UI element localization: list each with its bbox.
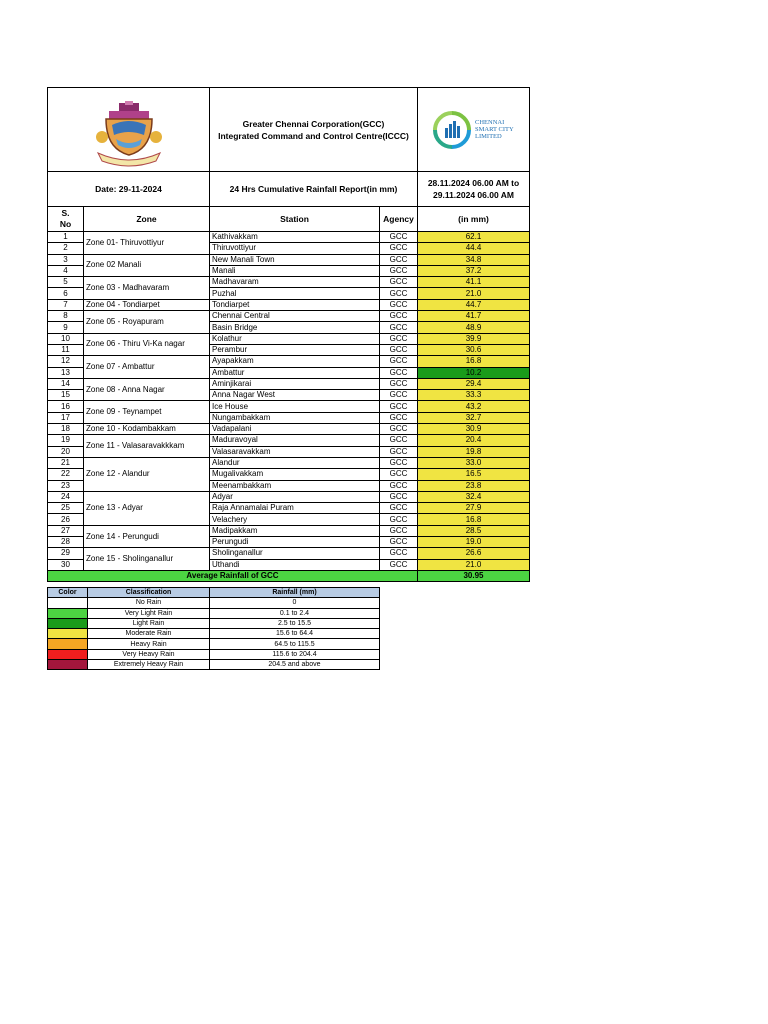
- table-row: [48, 232, 530, 243]
- station-cell: Madhavaram: [210, 277, 380, 288]
- legend-col-color: Color: [48, 588, 88, 598]
- agency-cell: GCC: [380, 457, 418, 468]
- station-cell: Sholinganallur: [210, 548, 380, 559]
- table-row: [48, 435, 530, 446]
- agency-cell: GCC: [380, 446, 418, 457]
- table-row: [48, 311, 530, 322]
- station-cell: Adyar: [210, 491, 380, 502]
- value-cell: 30.9: [418, 424, 530, 435]
- legend-classification: Heavy Rain: [88, 639, 210, 649]
- value-cell: 20.4: [418, 435, 530, 446]
- org-line-2: Integrated Command and Control Centre(ICCC): [218, 130, 409, 141]
- sno-cell: 29: [48, 548, 84, 559]
- station-cell: Meenambakkam: [210, 480, 380, 491]
- legend-rainfall: 115.6 to 204.4: [210, 649, 380, 659]
- sno-cell: 17: [48, 412, 84, 423]
- zone-cell: Zone 03 - Madhavaram: [84, 277, 210, 300]
- header-row: [48, 88, 530, 172]
- agency-cell: GCC: [380, 367, 418, 378]
- legend-row: [48, 639, 380, 649]
- zone-cell: Zone 07 - Ambattur: [84, 356, 210, 379]
- sno-cell: 30: [48, 559, 84, 570]
- legend-color-swatch: [48, 608, 88, 618]
- value-cell: 30.6: [418, 344, 530, 355]
- station-cell: Basin Bridge: [210, 322, 380, 333]
- legend-color-swatch: [48, 649, 88, 659]
- station-cell: Kolathur: [210, 333, 380, 344]
- value-cell: 43.2: [418, 401, 530, 412]
- sno-cell: 1: [48, 232, 84, 243]
- station-cell: Raja Annamalai Puram: [210, 503, 380, 514]
- station-cell: Manali: [210, 265, 380, 276]
- col-sno-line-1: S.: [61, 208, 70, 218]
- sno-cell: 22: [48, 469, 84, 480]
- agency-cell: GCC: [380, 299, 418, 310]
- zone-cell: Zone 05 - Royapuram: [84, 311, 210, 334]
- agency-cell: GCC: [380, 424, 418, 435]
- agency-cell: GCC: [380, 390, 418, 401]
- zone-cell: Zone 08 - Anna Nagar: [84, 378, 210, 401]
- table-row: [48, 457, 530, 468]
- legend-rainfall: 15.6 to 64.4: [210, 629, 380, 639]
- sno-cell: 19: [48, 435, 84, 446]
- agency-cell: GCC: [380, 277, 418, 288]
- station-cell: Maduravoyal: [210, 435, 380, 446]
- table-row: [48, 525, 530, 536]
- sno-cell: 28: [48, 537, 84, 548]
- zone-cell: Zone 02 Manali: [84, 254, 210, 277]
- station-cell: Ayapakkam: [210, 356, 380, 367]
- smart-city-logo-text: CHENNAI SMART CITY LIMITED: [475, 119, 514, 140]
- station-cell: Madipakkam: [210, 525, 380, 536]
- value-cell: 26.6: [418, 548, 530, 559]
- sno-cell: 10: [48, 333, 84, 344]
- sno-cell: 5: [48, 277, 84, 288]
- legend-rainfall: 64.5 to 115.5: [210, 639, 380, 649]
- zone-cell: Zone 10 - Kodambakkam: [84, 424, 210, 435]
- agency-cell: GCC: [380, 435, 418, 446]
- col-agency: Agency: [380, 207, 418, 232]
- agency-cell: GCC: [380, 469, 418, 480]
- station-cell: Puzhal: [210, 288, 380, 299]
- value-cell: 10.2: [418, 367, 530, 378]
- sno-cell: 23: [48, 480, 84, 491]
- sno-cell: 4: [48, 265, 84, 276]
- agency-cell: GCC: [380, 503, 418, 514]
- value-cell: 16.5: [418, 469, 530, 480]
- legend-color-swatch: [48, 660, 88, 670]
- agency-cell: GCC: [380, 344, 418, 355]
- sno-cell: 12: [48, 356, 84, 367]
- legend-col-classification: Classification: [88, 588, 210, 598]
- value-cell: 33.3: [418, 390, 530, 401]
- agency-cell: GCC: [380, 243, 418, 254]
- legend-classification: Extremely Heavy Rain: [88, 660, 210, 670]
- legend-table: [47, 587, 380, 670]
- col-sno: [48, 207, 84, 232]
- org-title-cell: [210, 88, 418, 172]
- legend-rainfall: 2.5 to 15.5: [210, 618, 380, 628]
- value-cell: 62.1: [418, 232, 530, 243]
- value-cell: 19.8: [418, 446, 530, 457]
- sno-cell: 2: [48, 243, 84, 254]
- rainfall-report-table: [47, 87, 530, 582]
- report-title: 24 Hrs Cumulative Rainfall Report(in mm): [210, 172, 418, 207]
- agency-cell: GCC: [380, 559, 418, 570]
- gcc-emblem-cell: [48, 88, 210, 172]
- zone-cell: Zone 04 - Tondiarpet: [84, 299, 210, 310]
- legend-color-swatch: [48, 618, 88, 628]
- sno-cell: 24: [48, 491, 84, 502]
- legend-header-row: [48, 588, 380, 598]
- period-line-2: 29.11.2024 06.00 AM: [433, 190, 514, 200]
- zone-cell: Zone 15 - Sholinganallur: [84, 548, 210, 571]
- sno-cell: 20: [48, 446, 84, 457]
- sno-cell: 11: [48, 344, 84, 355]
- value-cell: 32.4: [418, 491, 530, 502]
- station-cell: Perambur: [210, 344, 380, 355]
- col-sno-line-2: No: [59, 219, 72, 229]
- agency-cell: GCC: [380, 254, 418, 265]
- station-cell: Chennai Central: [210, 311, 380, 322]
- agency-cell: GCC: [380, 525, 418, 536]
- period-line-1: 28.11.2024 06.00 AM to: [427, 178, 520, 188]
- gcc-emblem-icon: [94, 101, 164, 167]
- legend-row: [48, 629, 380, 639]
- col-value: (in mm): [418, 207, 530, 232]
- legend-rainfall: 204.5 and above: [210, 660, 380, 670]
- value-cell: 41.1: [418, 277, 530, 288]
- zone-cell: Zone 12 - Alandur: [84, 457, 210, 491]
- station-cell: Aminjikarai: [210, 378, 380, 389]
- station-cell: Valasaravakkam: [210, 446, 380, 457]
- station-cell: Anna Nagar West: [210, 390, 380, 401]
- agency-cell: GCC: [380, 537, 418, 548]
- station-cell: Mugalivakkam: [210, 469, 380, 480]
- legend-row: [48, 660, 380, 670]
- station-cell: Tondiarpet: [210, 299, 380, 310]
- station-cell: Thiruvottiyur: [210, 243, 380, 254]
- value-cell: 16.8: [418, 514, 530, 525]
- agency-cell: GCC: [380, 491, 418, 502]
- value-cell: 41.7: [418, 311, 530, 322]
- value-cell: 19.0: [418, 537, 530, 548]
- agency-cell: GCC: [380, 333, 418, 344]
- legend-row: [48, 608, 380, 618]
- agency-cell: GCC: [380, 548, 418, 559]
- legend-classification: Light Rain: [88, 618, 210, 628]
- agency-cell: GCC: [380, 412, 418, 423]
- value-cell: 48.9: [418, 322, 530, 333]
- sno-cell: 21: [48, 457, 84, 468]
- smart-city-logo-icon: [432, 110, 472, 150]
- table-row: [48, 424, 530, 435]
- value-cell: 44.7: [418, 299, 530, 310]
- zone-cell: Zone 06 - Thiru Vi-Ka nagar: [84, 333, 210, 356]
- value-cell: 21.0: [418, 288, 530, 299]
- zone-cell: Zone 14 - Perungudi: [84, 525, 210, 548]
- smart-city-logo: [420, 110, 527, 150]
- average-row: [48, 570, 530, 581]
- value-cell: 34.8: [418, 254, 530, 265]
- legend-classification: Very Light Rain: [88, 608, 210, 618]
- table-row: [48, 356, 530, 367]
- info-row: [48, 172, 530, 207]
- average-value: 30.95: [418, 570, 530, 581]
- station-cell: Perungudi: [210, 537, 380, 548]
- station-cell: Kathivakkam: [210, 232, 380, 243]
- station-cell: Ice House: [210, 401, 380, 412]
- column-header-row: [48, 207, 530, 232]
- sno-cell: 15: [48, 390, 84, 401]
- zone-cell: Zone 01- Thiruvottiyur: [84, 232, 210, 255]
- sno-cell: 26: [48, 514, 84, 525]
- agency-cell: GCC: [380, 288, 418, 299]
- legend-color-swatch: [48, 598, 88, 608]
- table-row: [48, 254, 530, 265]
- sno-cell: 14: [48, 378, 84, 389]
- value-cell: 23.8: [418, 480, 530, 491]
- value-cell: 37.2: [418, 265, 530, 276]
- smart-city-logo-cell: [418, 88, 530, 172]
- sno-cell: 9: [48, 322, 84, 333]
- station-cell: Nungambakkam: [210, 412, 380, 423]
- agency-cell: GCC: [380, 356, 418, 367]
- value-cell: 16.8: [418, 356, 530, 367]
- sno-cell: 6: [48, 288, 84, 299]
- legend-row: [48, 649, 380, 659]
- value-cell: 28.5: [418, 525, 530, 536]
- station-cell: Vadapalani: [210, 424, 380, 435]
- value-cell: 33.0: [418, 457, 530, 468]
- legend-row: [48, 618, 380, 628]
- sno-cell: 18: [48, 424, 84, 435]
- station-cell: Velachery: [210, 514, 380, 525]
- sno-cell: 27: [48, 525, 84, 536]
- value-cell: 32.7: [418, 412, 530, 423]
- legend-classification: Moderate Rain: [88, 629, 210, 639]
- sno-cell: 8: [48, 311, 84, 322]
- agency-cell: GCC: [380, 265, 418, 276]
- agency-cell: GCC: [380, 378, 418, 389]
- zone-cell: Zone 13 - Adyar: [84, 491, 210, 525]
- average-label: Average Rainfall of GCC: [48, 570, 418, 581]
- station-cell: Uthandi: [210, 559, 380, 570]
- legend-rainfall: 0: [210, 598, 380, 608]
- legend-col-rainfall: Rainfall (mm): [210, 588, 380, 598]
- data-rows: [48, 232, 530, 571]
- station-cell: Alandur: [210, 457, 380, 468]
- report-period: [418, 172, 530, 207]
- value-cell: 44.4: [418, 243, 530, 254]
- agency-cell: GCC: [380, 514, 418, 525]
- table-row: [48, 548, 530, 559]
- sno-cell: 16: [48, 401, 84, 412]
- sno-cell: 13: [48, 367, 84, 378]
- org-line-1: Greater Chennai Corporation(GCC): [242, 118, 385, 129]
- table-row: [48, 378, 530, 389]
- zone-cell: Zone 09 - Teynampet: [84, 401, 210, 424]
- agency-cell: GCC: [380, 311, 418, 322]
- agency-cell: GCC: [380, 401, 418, 412]
- sno-cell: 25: [48, 503, 84, 514]
- value-cell: 21.0: [418, 559, 530, 570]
- table-row: [48, 401, 530, 412]
- table-row: [48, 491, 530, 502]
- value-cell: 39.9: [418, 333, 530, 344]
- legend-color-swatch: [48, 629, 88, 639]
- station-cell: Ambattur: [210, 367, 380, 378]
- agency-cell: GCC: [380, 232, 418, 243]
- legend-color-swatch: [48, 639, 88, 649]
- agency-cell: GCC: [380, 480, 418, 491]
- value-cell: 29.4: [418, 378, 530, 389]
- col-station: Station: [210, 207, 380, 232]
- station-cell: New Manali Town: [210, 254, 380, 265]
- legend-rows: [48, 598, 380, 670]
- agency-cell: GCC: [380, 322, 418, 333]
- legend-row: [48, 598, 380, 608]
- table-row: [48, 277, 530, 288]
- col-zone: Zone: [84, 207, 210, 232]
- zone-cell: Zone 11 - Valasaravakkkam: [84, 435, 210, 458]
- legend-classification: Very Heavy Rain: [88, 649, 210, 659]
- value-cell: 27.9: [418, 503, 530, 514]
- sno-cell: 3: [48, 254, 84, 265]
- table-row: [48, 333, 530, 344]
- sno-cell: 7: [48, 299, 84, 310]
- report-date: Date: 29-11-2024: [48, 172, 210, 207]
- table-row: [48, 299, 530, 310]
- legend-rainfall: 0.1 to 2.4: [210, 608, 380, 618]
- legend-classification: No Rain: [88, 598, 210, 608]
